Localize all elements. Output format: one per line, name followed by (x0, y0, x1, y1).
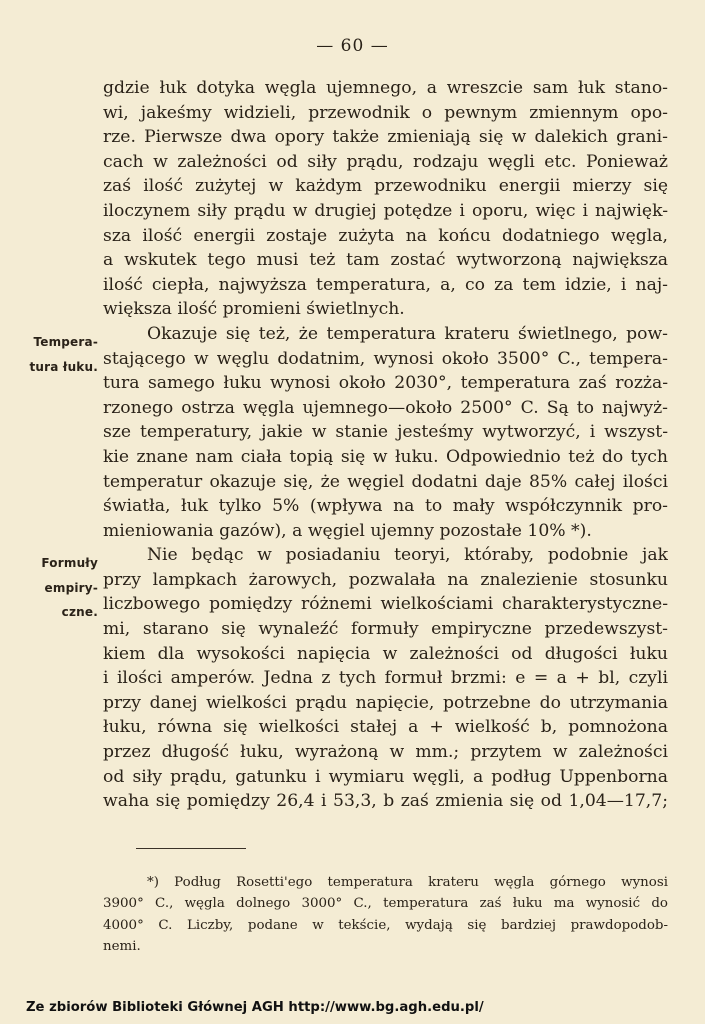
margin-note-line: Formuły (41, 556, 98, 570)
text-line: tura samego łuku wynosi około 2030°, temperatura zaś rozża- (103, 373, 668, 394)
text-line: rzonego ostrza węgla ujemnego—około 2500° C. Są to najwyż- (103, 397, 668, 418)
text-line: przy danej wielkości prądu napięcie, potrzebne do utrzymania (103, 692, 668, 713)
text-line: zaś ilość zużytej w każdym przewodniku energii mierzy się (103, 176, 668, 197)
text-line: Nie będąc w posiadaniu teoryi, któraby, podobnie jak (147, 545, 668, 566)
text-line: rze. Pierwsze dwa opory także zmieniają się w dalekich grani- (103, 127, 668, 148)
footnote-line: *) Podług Rosetti'ego temperatura krateru węgla górnego wynosi (147, 875, 668, 890)
text-line: kiem dla wysokości napięcia w zależności od długości łuku (103, 643, 668, 664)
text-line: przy lampkach żarowych, pozwalała na znalezienie stosunku (103, 569, 668, 590)
text-line: cach w zależności od siły prądu, rodzaju węgli etc. Ponieważ (103, 151, 668, 172)
margin-note-line: tura łuku. (29, 359, 98, 374)
text-line: sze temperatury, jakie w stanie jesteśmy wytworzyć, i wszyst- (103, 422, 668, 443)
text-line: kie znane nam ciała topią się w łuku. Odpowiednio też do tych (103, 446, 668, 467)
margin-note-formulas (28, 551, 98, 625)
footnote-line: 3900° C., węgla dolnego 3000° C., temperatura zaś łuku ma wynosić do (103, 896, 668, 912)
text-line: przez długość łuku, wyrażoną w mm.; przytem w zależności (103, 742, 668, 763)
text-line: światła, łuk tylko 5% (wpływa na to mały współczynnik pro- (103, 496, 668, 517)
text-line: wi, jakeśmy widzieli, przewodnik o pewnym zmiennym opo- (103, 102, 668, 123)
text-line: waha się pomiędzy 26,4 i 53,3, b zaś zmienia się od 1,04—17,7; (103, 791, 668, 812)
text-line: sza ilość energii zostaje zużyta na końcu dodatniego węgla, (103, 225, 668, 246)
text-line: łuku, równa się wielkości stałej a + wielkość b, pomnożona (103, 717, 668, 738)
text-line: Okazuje się też, że temperatura krateru świetlnego, pow- (147, 323, 668, 344)
margin-note-line: Tempera- (33, 335, 98, 349)
margin-note-line: empiry- (44, 580, 98, 595)
text-line: mieniowania gazów), a węgiel ujemny pozostałe 10% *). (103, 520, 592, 541)
margin-note-line: czne. (61, 605, 98, 620)
footnote-line: nemi. (103, 939, 141, 955)
footnote (103, 872, 668, 958)
text-line: iloczynem siły prądu w drugiej potędze i oporu, więc i najwięk- (103, 200, 668, 221)
text-line: mi, starano się wynaleźć formuły empiryczne przedewszyst- (103, 619, 668, 640)
margin-note-temperature (28, 330, 98, 379)
text-line: liczbowego pomiędzy różnemi wielkościami charakterystyczne- (103, 594, 668, 615)
text-line: gdzie łuk dotyka węgla ujemnego, a wreszcie sam łuk stano- (103, 78, 668, 98)
text-line: temperatur okazuje się, że węgiel dodatni daje 85% całej ilości (103, 471, 668, 492)
text-line: i ilości amperów. Jedna z tych formuł brzmi: e = a + bl, czyli (103, 668, 668, 689)
text-line: ilość ciepła, najwyższa temperatura, a, co za tem idzie, i naj- (103, 274, 668, 295)
text-line: od siły prądu, gatunku i wymiaru węgli, a podług Uppenborna (103, 766, 668, 787)
library-source-line: Ze zbiorów Biblioteki Głównej AGH http://www.bg.agh.edu.pl/ (26, 1000, 484, 1015)
footnote-divider (136, 848, 246, 849)
text-line: a wskutek tego musi też tam zostać wytworzoną największa (103, 250, 668, 271)
text-line: stającego w węglu dodatnim, wynosi około 3500° C., tempera- (103, 348, 668, 369)
page-number: — 60 — (316, 36, 389, 56)
body-text (103, 76, 668, 814)
text-line: większa ilość promieni świetlnych. (103, 299, 405, 320)
footnote-line: 4000° C. Liczby, podane w tekście, wydają się bardziej prawdopodob- (103, 917, 668, 933)
